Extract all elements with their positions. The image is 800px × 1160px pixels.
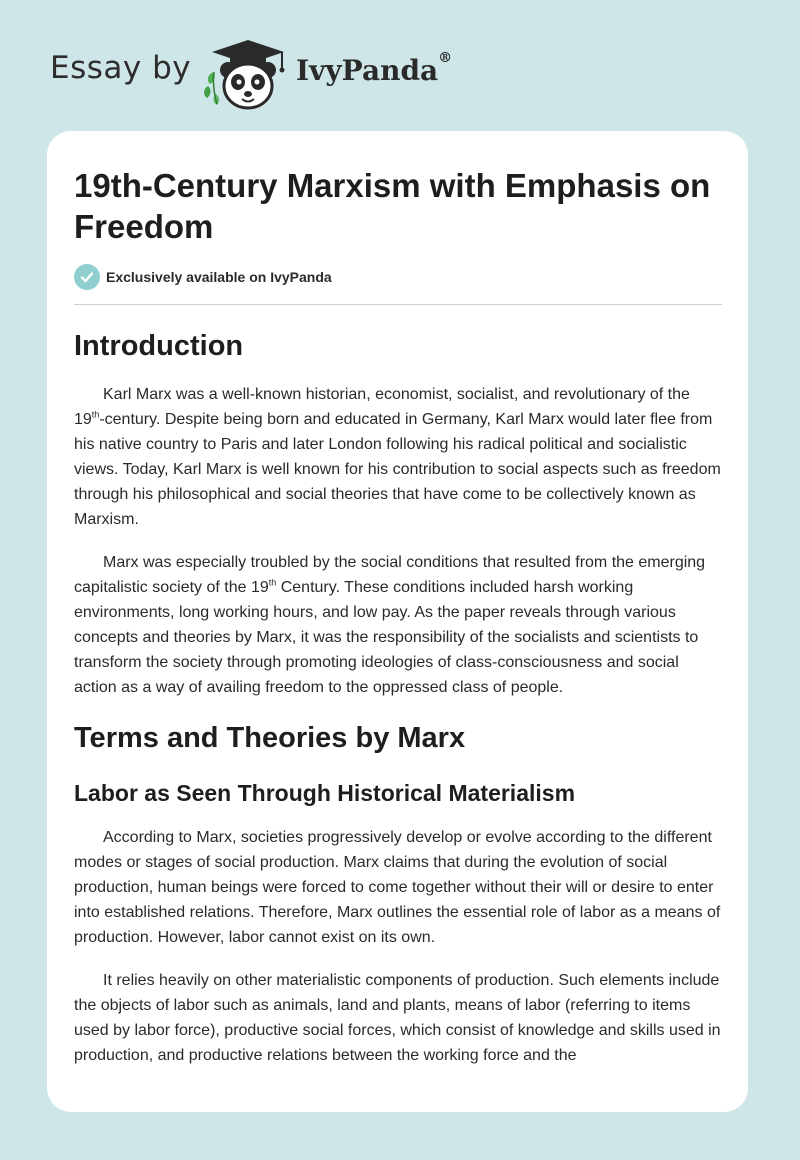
site-header [0,0,800,120]
brand-name[interactable]: IvyPanda® [296,50,453,87]
subsection-heading-labor: Labor as Seen Through Historical Materialism [74,780,576,806]
check-icon [74,264,100,290]
paragraph-intro-2: Marx was especially troubled by the social conditions that resulted from the emerging capitalistic society of the 19th Century. These conditions included harsh working environments, long working hours, and low pay. As the paper reveals through various concepts and theories by Marx, it was the responsibility of the socialists and scientists to transform the society through promoting ideologies of class-consciousness and social action as a way of availing freedom to the oppressed class of people. [74,554,706,696]
page-title: 19th-Century Marxism with Emphasis on Freedom [74,167,711,245]
panda-logo-icon[interactable] [200,36,292,112]
paragraph-intro-1: Karl Marx was a well-known historian, economist, socialist, and revolutionary of the 19th-century. Despite being born and educated in Germany, Karl Marx would later flee from his native country to Paris and later London following his radical political and socialistic views. Today, Karl Marx is well known for his contribution to social aspects such as freedom through his philosophical and social theories that have come to be collectively known as Marxism. [74,386,721,528]
exclusive-badge [74,263,722,291]
section-heading-terms: Terms and Theories by Marx [74,722,466,754]
badge-text: Exclusively available on IvyPanda [106,269,332,285]
paragraph-labor-1: According to Marx, societies progressively develop or evolve according to the different modes or stages of social production. Marx claims that during the evolution of social production, human beings were forced to come together without their will or desire to enter into established relations. Therefore, Marx outlines the essential role of labor as a means of production. However, labor cannot exist on its own. [74,829,721,946]
paragraph-labor-2: It relies heavily on other materialistic components of production. Such elements include the objects of labor such as animals, land and plants, means of labor (referring to items used by labor force), productive social forces, which consist of knowledge and skills used in production, and productive relations between the working force and the [74,972,721,1064]
section-heading-introduction: Introduction [74,330,244,362]
essay-by-label: Essay by [50,50,192,86]
divider [74,304,722,305]
registered-mark: ® [438,50,453,66]
ivy-leaf-icon [204,72,219,105]
essay-content [74,131,722,1068]
essay-card [47,131,748,1112]
